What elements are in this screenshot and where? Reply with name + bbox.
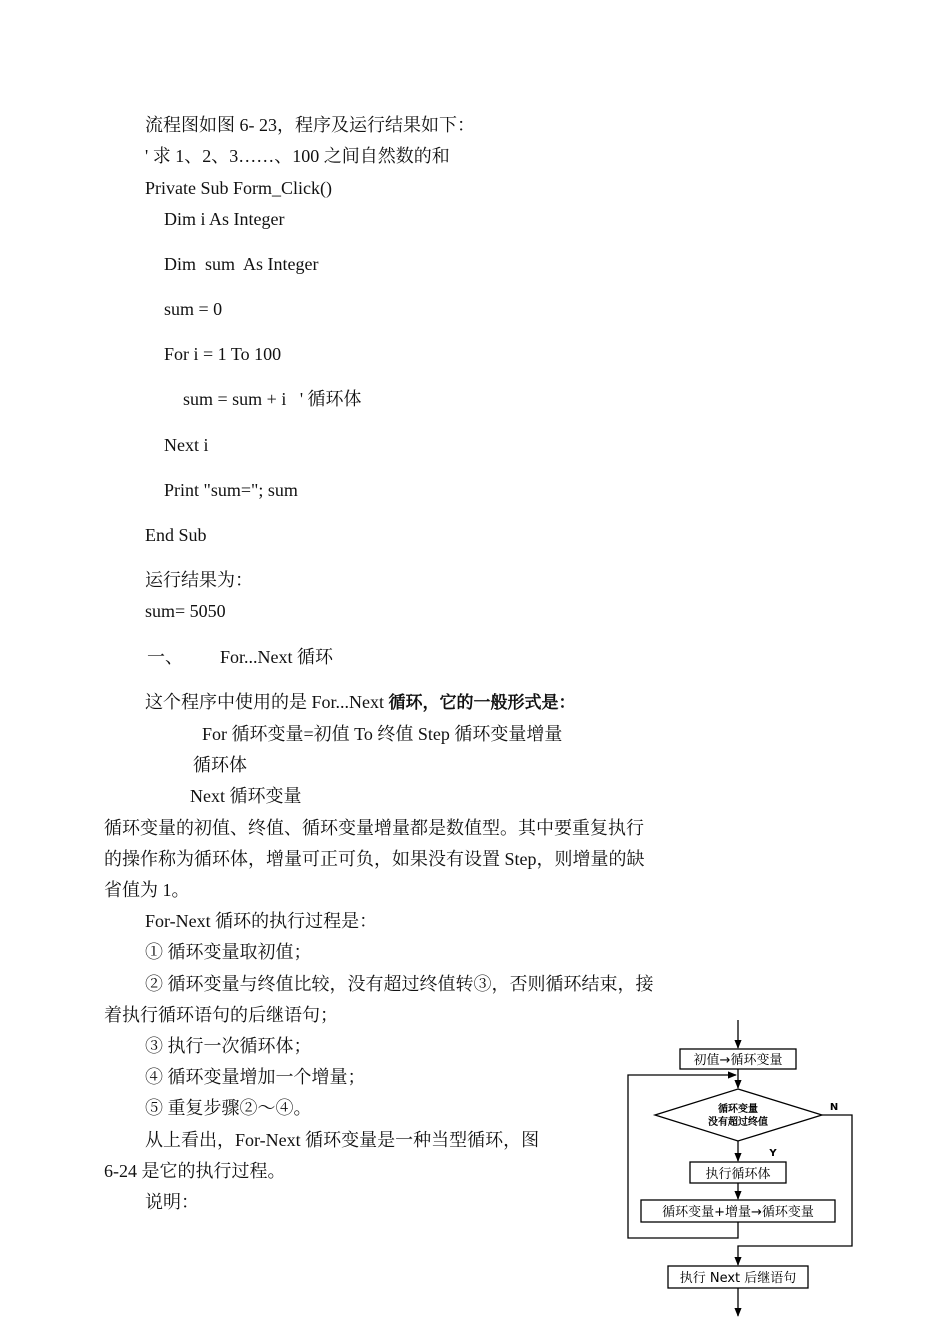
no-branch-arrow [738,1115,852,1265]
syntax-intro [145,691,576,714]
condition-label-2: 没有超过终值 [708,1117,768,1128]
init-box-label: 初值→循环变量 [693,1053,783,1068]
result-value: sum= 5050 [145,601,226,621]
process-title: For-Next 循环的执行过程是： [145,911,378,931]
process-step-2-line-2: 着执行循环语句的后继语句； [104,1005,338,1025]
intro-line-1: 流程图如图 6- 23，程序及运行结果如下： [145,115,475,135]
code-loop-body: sum = sum + i ' 循环体 [183,389,362,409]
code-sub-open: Private Sub Form_Click() [145,178,332,198]
code-print: Print "sum="; sum [164,480,298,500]
process-step-3: ③ 执行一次循环体； [145,1036,312,1056]
increment-box-label: 循环变量+增量→循环变量 [662,1205,814,1220]
summary-line-1: 从上看出，For-Next 循环变量是一种当型循环，图 [145,1130,540,1150]
section-title: For...Next 循环 [220,647,334,667]
process-step-2-line-1: ② 循环变量与终值比较，没有超过终值转③，否则循环结束，接 [145,974,654,994]
explain-p1-line-2: 的操作称为循环体，增量可正可负，如果没有设置 Step，则增量的缺 [104,849,645,869]
condition-diamond [655,1089,822,1141]
code-dim-i: Dim i As Integer [164,209,285,229]
syntax-line-2: 循环体 [193,755,247,775]
condition-label-1: 循环变量 [718,1104,758,1115]
explain-p1-line-1: 循环变量的初值、终值、循环变量增量都是数值型。其中要重复执行 [104,818,644,838]
section-number: 一、 [147,647,183,667]
body-box-label: 执行循环体 [705,1167,771,1182]
syntax-line-3: Next 循环变量 [190,786,302,806]
summary-line-2: 6-24 是它的执行过程。 [104,1161,286,1181]
syntax-intro-plain: 这个程序中使用的是 For...Next [145,692,389,712]
intro-comment-line: ' 求 1、2、3……、100 之间自然数的和 [145,146,450,166]
process-step-5: ⑤ 重复步骤②～④。 [145,1098,312,1118]
code-init: sum = 0 [164,299,223,319]
syntax-intro-bold: 循环，它的一般形式是： [388,693,576,713]
note-label: 说明： [145,1192,199,1212]
explain-p1-line-3: 省值为 1。 [104,880,190,900]
result-label: 运行结果为： [145,570,253,590]
process-step-4: ④ 循环变量增加一个增量； [145,1067,366,1087]
syntax-line-1: For 循环变量=初值 To 终值 Step 循环变量增量 [202,724,563,744]
code-next: Next i [164,435,209,455]
for-next-flowchart [620,1018,860,1318]
next-box-label: 执行 Next 后继语句 [679,1271,797,1286]
code-for: For i = 1 To 100 [164,344,282,364]
no-label: N [829,1102,839,1113]
code-dim-sum: Dim sum As Integer [164,254,319,274]
yes-label: Y [769,1148,777,1159]
code-sub-close: End Sub [145,525,207,545]
process-step-1: ① 循环变量取初值； [145,942,312,962]
